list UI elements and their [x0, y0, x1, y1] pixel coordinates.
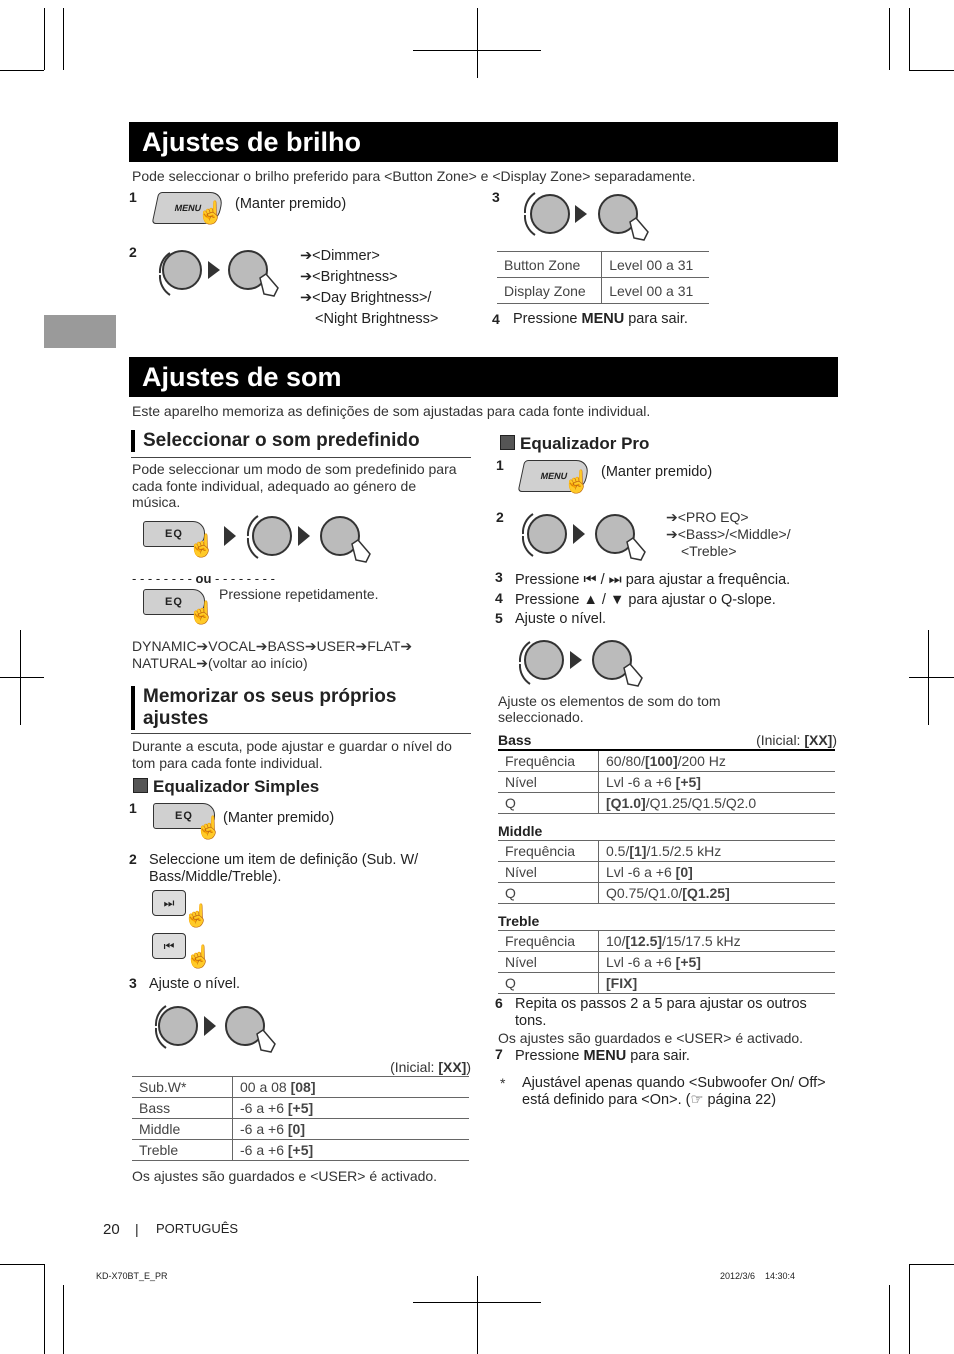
crop-mark — [413, 1302, 541, 1303]
adjust-note: Ajuste os elementos de som do tom seleccionado. — [498, 693, 721, 725]
adjust-level-text: Ajuste o nível. — [515, 611, 607, 627]
table-cell: Q0.75/Q1.0/[Q1.25] — [599, 883, 836, 904]
preset-heading: Seleccionar o som predefinido — [131, 430, 420, 452]
exit-instruction: Pressione MENU para sair. — [513, 311, 688, 327]
saved-note: Os ajustes são guardados e <USER> é activado. — [132, 1168, 438, 1184]
table-row — [498, 931, 835, 952]
table-cell: 00 a 08 [08] — [233, 1077, 470, 1098]
pro-eq-heading: Equalizador Pro — [500, 434, 649, 454]
brightness-intro: Pode seleccionar o brilho preferido para <Button Zone> e <Display Zone> separadamente. — [132, 168, 696, 184]
step-number: 6 — [495, 995, 503, 1011]
cycle-line: DYNAMIC➔VOCAL➔BASS➔USER➔FLAT➔ — [132, 638, 413, 654]
table-cell: [FIX] — [599, 973, 836, 994]
step-number: 3 — [492, 189, 500, 205]
menu-path-item: ➔<Dimmer> — [300, 248, 380, 264]
step-number: 5 — [495, 610, 503, 626]
crop-mark — [0, 677, 44, 678]
menu-path-item: ➔<Bass>/<Middle>/ — [666, 526, 791, 542]
square-bullet-icon — [133, 778, 148, 793]
brightness-menu-path — [300, 246, 438, 330]
group-header — [498, 732, 837, 749]
eq-button-icon: EQ — [143, 589, 205, 615]
step-number: 4 — [495, 590, 503, 606]
crop-mark — [909, 677, 954, 678]
menu-path-item: <Night Brightness> — [315, 311, 439, 327]
table-cell: Frequência — [498, 931, 599, 952]
table-cell: Q — [498, 793, 599, 814]
doc-code: KD-X70BT_E_PR — [96, 1271, 168, 1281]
step-number: 7 — [495, 1046, 503, 1062]
prev-button-icon: ⏮ — [152, 933, 186, 959]
initial-note: (Inicial: [XX]) — [390, 1059, 471, 1075]
step-number: 3 — [129, 975, 137, 991]
simple-eq-table — [132, 1076, 469, 1161]
table-row — [498, 793, 835, 814]
section-title-sound: Ajustes de som — [129, 357, 838, 397]
table-cell: Button Zone — [497, 252, 602, 278]
zone-level-table — [497, 251, 709, 304]
step-number: 1 — [129, 189, 137, 205]
table-row — [132, 1098, 469, 1119]
select-item-text: Seleccione um item de definição (Sub. W/ Bass/Middle/Treble). — [149, 852, 419, 885]
hand-press-icon: ☝ — [183, 903, 211, 928]
table-row — [498, 973, 835, 994]
knob-turn-press-icon — [150, 243, 290, 303]
square-bullet-icon — [500, 435, 515, 450]
step-number: 4 — [492, 311, 500, 327]
knob-turn-press-icon — [515, 506, 665, 566]
group-name: Treble — [498, 913, 540, 929]
step-number: 1 — [496, 457, 504, 473]
bass-table — [498, 749, 835, 814]
cycle-line: NATURAL➔(voltar ao início) — [132, 654, 308, 671]
menu-path-item: <Treble> — [681, 543, 737, 559]
table-row — [497, 252, 709, 278]
crop-mark — [20, 630, 21, 725]
crop-mark — [0, 70, 44, 71]
table-row — [498, 750, 835, 772]
crop-mark — [413, 50, 541, 51]
table-row — [498, 862, 835, 883]
heading-rule — [131, 733, 471, 734]
frequency-instruction: Pressione ⏮ / ⏭ para ajustar a frequência. — [515, 572, 791, 588]
table-cell: -6 a +6 [0] — [233, 1119, 470, 1140]
crop-mark — [909, 1264, 910, 1354]
knob-turn-press-icon — [220, 508, 390, 568]
crop-mark — [909, 1264, 954, 1265]
adjust-level-text: Ajuste o nível. — [149, 976, 241, 992]
pro-eq-tables — [498, 732, 837, 994]
or-separator: - - - - - - - - ou - - - - - - - - — [132, 571, 275, 586]
step-number: 3 — [495, 569, 503, 585]
group-name: Middle — [498, 823, 543, 839]
crop-mark — [63, 1285, 64, 1354]
crop-mark — [44, 1264, 45, 1354]
simple-eq-heading: Equalizador Simples — [133, 777, 319, 797]
table-row — [498, 772, 835, 793]
menu-path-item: ➔<Brightness> — [300, 269, 398, 285]
table-cell: 60/80/[100]/200 Hz — [599, 750, 836, 772]
print-date: 2012/3/6 14:30:4 — [720, 1271, 796, 1281]
heading-line: Memorizar os seus próprios — [143, 686, 397, 707]
step-number: 2 — [129, 244, 137, 260]
hold-instruction: (Manter premido) — [601, 464, 713, 480]
eq-button-icon: EQ — [143, 521, 205, 547]
table-cell: Sub.W* — [132, 1077, 233, 1098]
crop-mark — [909, 8, 910, 70]
table-row — [498, 883, 835, 904]
crop-mark — [928, 630, 929, 725]
menu-button-icon: MENU — [518, 460, 591, 492]
preset-cycle — [132, 638, 412, 671]
step-number: 1 — [129, 800, 137, 816]
footnote-mark: * — [500, 1075, 506, 1091]
preset-text: Pode seleccionar um modo de som predefinido para cada fonte individual, adequado ao género de música. — [132, 461, 457, 510]
crop-mark — [63, 8, 64, 70]
treble-table — [498, 930, 835, 994]
language-label: PORTUGUÊS — [156, 1221, 239, 1236]
table-cell: [Q1.0]/Q1.25/Q1.5/Q2.0 — [599, 793, 836, 814]
crop-mark — [0, 1264, 44, 1265]
table-row — [498, 952, 835, 973]
saved-note: Os ajustes são guardados e <USER> é activado. — [498, 1030, 804, 1046]
step-number: 2 — [496, 509, 504, 525]
hand-press-icon: ☝ — [195, 815, 223, 840]
exit-instruction: Pressione MENU para sair. — [515, 1048, 690, 1064]
hand-press-icon: ☝ — [185, 944, 213, 969]
menu-path-item: ➔<Day Brightness>/ — [300, 290, 432, 306]
press-repeat-text: Pressione repetidamente. — [219, 586, 379, 602]
hand-press-icon: ☝ — [563, 469, 591, 494]
table-cell: Middle — [132, 1119, 233, 1140]
table-row — [498, 841, 835, 862]
next-button-icon: ⏭ — [152, 890, 186, 916]
table-cell: Level 00 a 31 — [602, 278, 709, 304]
hold-instruction: (Manter premido) — [235, 196, 347, 212]
knob-turn-press-icon — [512, 634, 662, 694]
table-row — [132, 1140, 469, 1161]
table-row — [132, 1119, 469, 1140]
table-cell: Q — [498, 883, 599, 904]
knob-turn-press-icon — [148, 998, 298, 1058]
footer-separator: | — [135, 1221, 139, 1237]
section-title-brightness: Ajustes de brilho — [129, 122, 838, 162]
table-cell: -6 a +6 [+5] — [233, 1098, 470, 1119]
page-number: 20 — [103, 1221, 120, 1238]
table-cell: 10/[12.5]/15/17.5 kHz — [599, 931, 836, 952]
table-cell: 0.5/[1]/1.5/2.5 kHz — [599, 841, 836, 862]
crop-mark — [477, 1276, 478, 1354]
table-cell: Treble — [132, 1140, 233, 1161]
eq-button-icon: EQ — [153, 803, 215, 829]
menu-path-item: ➔<PRO EQ> — [666, 509, 749, 525]
hold-instruction: (Manter premido) — [223, 810, 335, 826]
hand-press-icon: ☝ — [188, 533, 216, 558]
group-name: Bass — [498, 732, 532, 748]
table-cell: Frequência — [498, 750, 599, 772]
table-cell: Level 00 a 31 — [602, 252, 709, 278]
heading-rule — [131, 457, 471, 458]
table-row — [132, 1077, 469, 1098]
table-cell: Lvl -6 a +6 [+5] — [599, 772, 836, 793]
table-row — [497, 278, 709, 304]
table-cell: Nível — [498, 952, 599, 973]
language-tab-marker — [44, 315, 116, 348]
memorize-heading — [131, 686, 396, 730]
qslope-instruction: Pressione ▲ / ▼ para ajustar o Q-slope. — [515, 592, 776, 608]
table-cell: Q — [498, 973, 599, 994]
menu-button-icon: MENU — [152, 192, 225, 224]
crop-mark — [909, 70, 954, 71]
sound-intro: Este aparelho memoriza as definições de som ajustadas para cada fonte individual. — [132, 403, 651, 419]
repeat-instruction: Repita os passos 2 a 5 para ajustar os outros tons. — [515, 996, 807, 1029]
step-number: 2 — [129, 851, 137, 867]
table-cell: Bass — [132, 1098, 233, 1119]
initial-note: (Inicial: [XX]) — [756, 732, 837, 748]
memorize-text: Durante a escuta, pode ajustar e guardar o nível do tom para cada fonte individual. — [132, 738, 452, 771]
crop-mark — [889, 1285, 890, 1354]
pro-menu-path — [666, 509, 791, 560]
crop-mark — [889, 8, 890, 70]
hand-press-icon: ☝ — [188, 600, 216, 625]
table-cell: -6 a +6 [+5] — [233, 1140, 470, 1161]
footnote-text: Ajustável apenas quando <Subwoofer On/ Off> está definido para <On>. (☞ página 22) — [522, 1075, 826, 1108]
crop-mark — [44, 8, 45, 70]
hand-press-icon: ☝ — [197, 200, 225, 225]
table-cell: Nível — [498, 862, 599, 883]
crop-mark — [477, 8, 478, 78]
middle-table — [498, 840, 835, 904]
table-cell: Lvl -6 a +6 [+5] — [599, 952, 836, 973]
heading-line: ajustes — [143, 708, 209, 729]
table-cell: Nível — [498, 772, 599, 793]
table-cell: Display Zone — [497, 278, 602, 304]
knob-turn-press-icon — [515, 188, 665, 248]
table-cell: Lvl -6 a +6 [0] — [599, 862, 836, 883]
table-cell: Frequência — [498, 841, 599, 862]
